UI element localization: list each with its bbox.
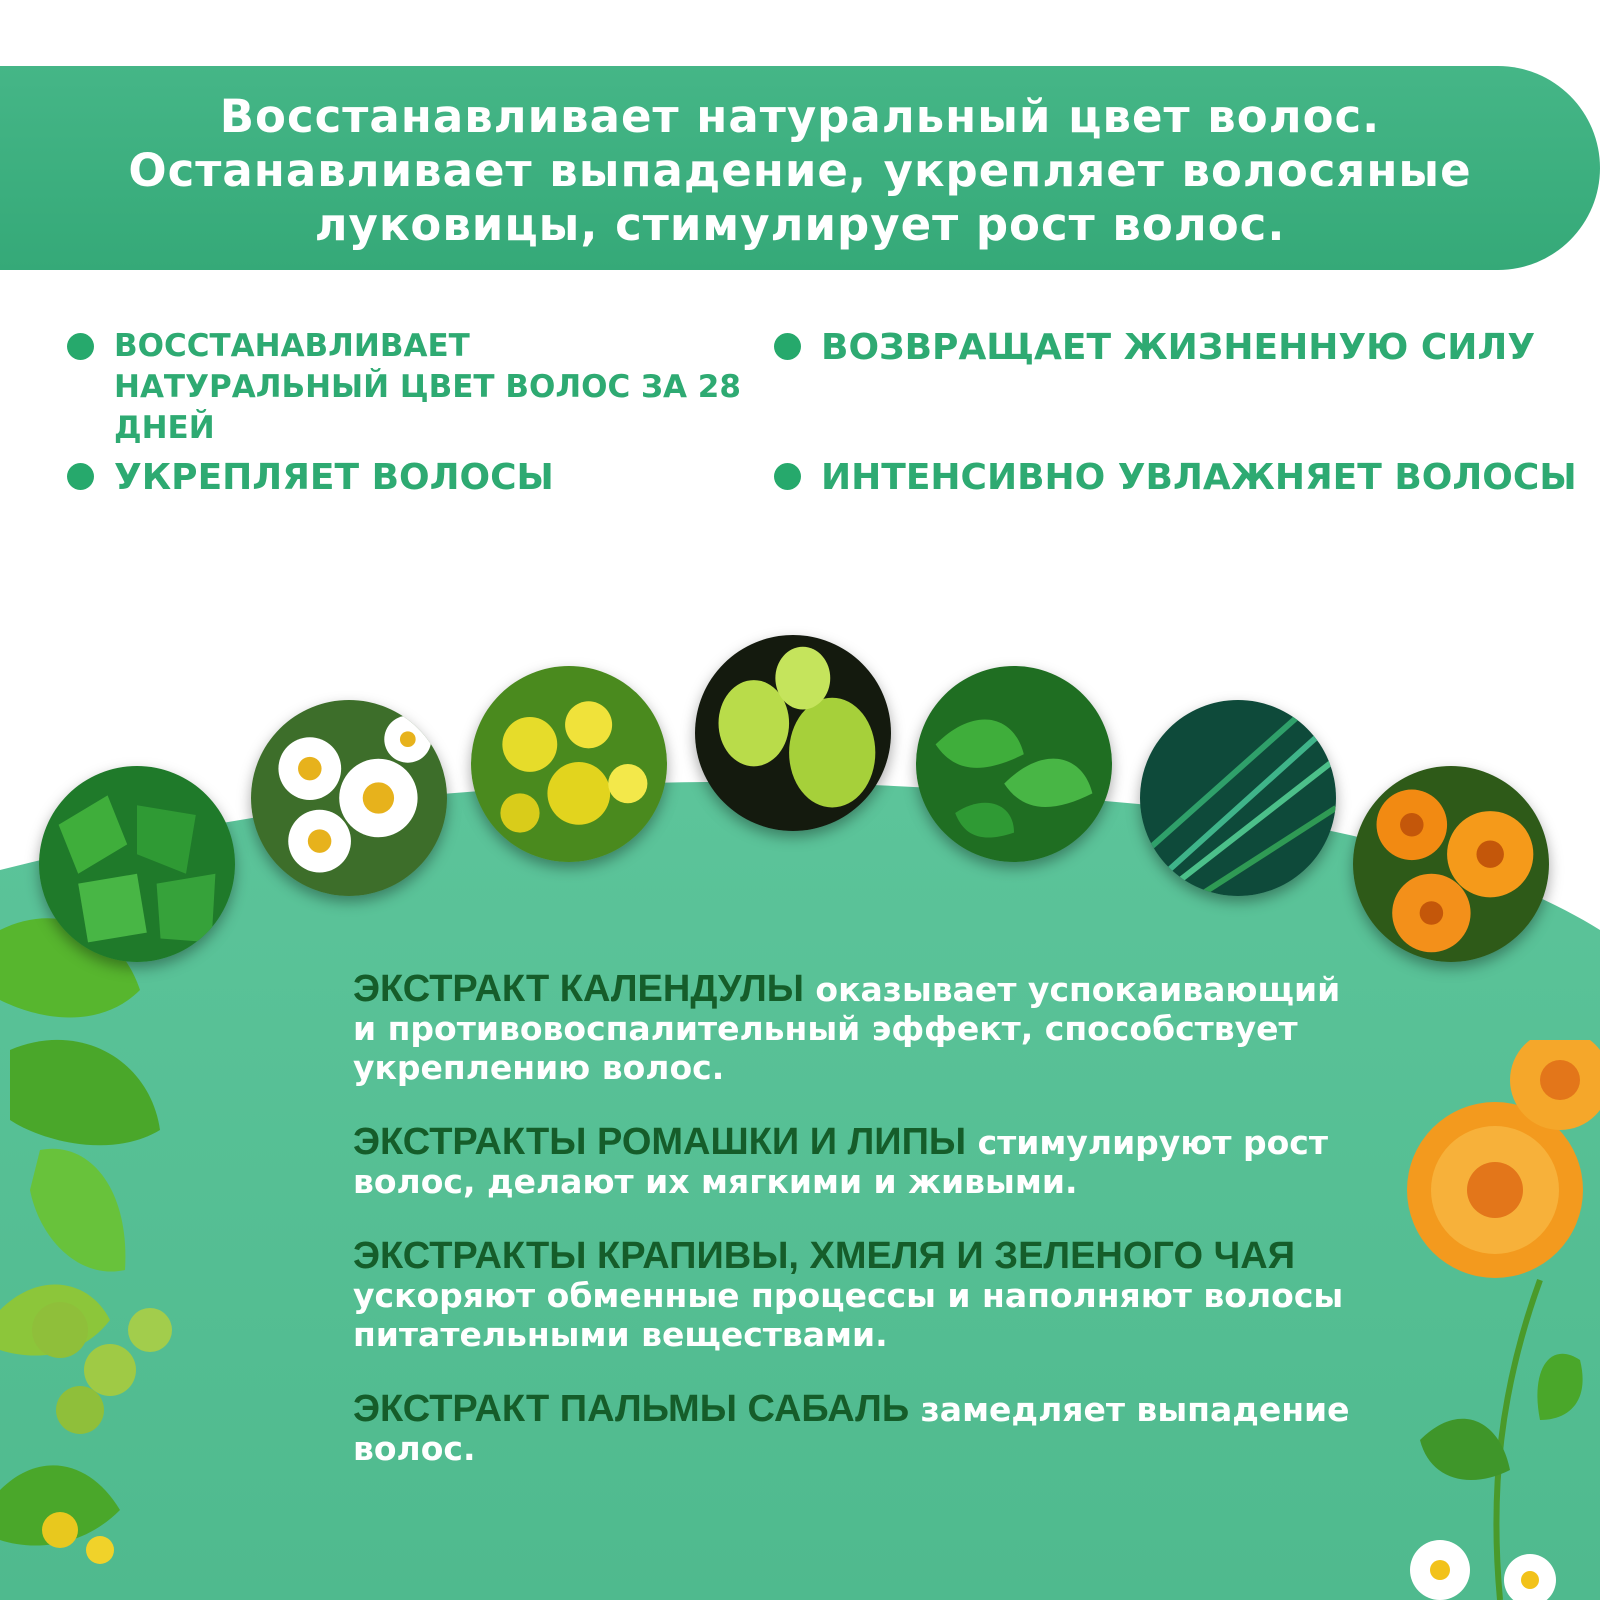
extract-text: замедляет выпадение волос. <box>353 1390 1350 1468</box>
nettle-icon <box>39 766 235 962</box>
chamomile-icon <box>251 700 447 896</box>
extract-text: стимулируют рост волос, делают их мягкими и живыми. <box>353 1123 1328 1201</box>
extract-paragraph <box>353 1390 1353 1468</box>
extract-paragraph <box>353 1123 1353 1201</box>
calendula-icon <box>1353 766 1549 962</box>
extract-text: ускоряют обменные процессы и наполняют волосы питательными веществами. <box>353 1276 1344 1354</box>
linden-icon <box>471 666 667 862</box>
headline-line-2: Останавливает выпадение, укрепляет волосяные <box>128 144 1472 197</box>
nettle-leaves-decoration-icon <box>0 890 230 1600</box>
headline-line-1: Восстанавливает натуральный цвет волос. <box>219 90 1381 143</box>
benefit-text: ИНТЕНСИВНО УВЛАЖНЯЕТ ВОЛОСЫ <box>821 457 1577 498</box>
calendula-decoration-icon <box>1380 1040 1600 1600</box>
headline-line-3: луковицы, стимулирует рост волос. <box>314 198 1286 251</box>
benefit-text: ВОССТАНАВЛИВАЕТ НАТУРАЛЬНЫЙ ЦВЕТ ВОЛОС ЗА 28 ДНЕЙ <box>114 328 741 446</box>
hops-icon <box>695 635 891 831</box>
extract-name: ЭКСТРАКТЫ КРАПИВЫ, ХМЕЛЯ И ЗЕЛЕНОГО ЧАЯ <box>353 1235 1296 1277</box>
extract-name: ЭКСТРАКТ КАЛЕНДУЛЫ <box>353 968 804 1010</box>
benefit-text: ВОЗВРАЩАЕТ ЖИЗНЕННУЮ СИЛУ <box>821 327 1536 368</box>
extracts-description <box>353 970 1353 1504</box>
green-tea-icon <box>916 666 1112 862</box>
extract-paragraph <box>353 970 1353 1087</box>
extract-name: ЭКСТРАКТЫ РОМАШКИ И ЛИПЫ <box>353 1121 967 1163</box>
saw-palmetto-icon <box>1140 700 1336 896</box>
extract-text: оказывает успокаивающий и противовоспалительный эффект, способствует укреплению волос. <box>353 970 1341 1087</box>
benefit-text: УКРЕПЛЯЕТ ВОЛОСЫ <box>114 457 554 498</box>
extract-name: ЭКСТРАКТ ПАЛЬМЫ САБАЛЬ <box>353 1388 910 1430</box>
extract-paragraph <box>353 1237 1353 1354</box>
